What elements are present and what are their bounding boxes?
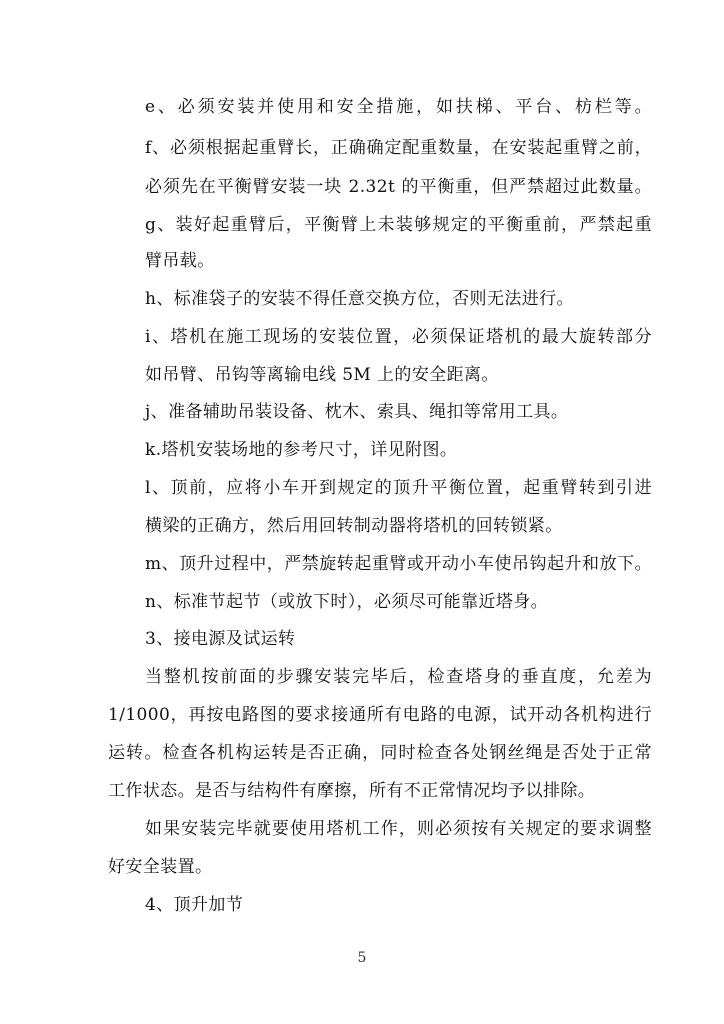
text-line-m: m、顶升过程中，严禁旋转起重臂或开动小车使吊钩起升和放下。: [145, 554, 652, 574]
text-line-f-cont: 必须先在平衡臂安装一块 2.32t 的平衡重，但严禁超过此数量。: [145, 177, 652, 197]
section-heading-4: 4、顶升加节: [145, 895, 244, 915]
text-line-e: e、必须安装并使用和安全措施，如扶梯、平台、枋栏等。: [145, 97, 652, 117]
text-line-l-cont: 横梁的正确方，然后用回转制动器将塔机的回转锁紧。: [145, 516, 563, 536]
text-line-k: k.塔机安装场地的参考尺寸，详见附图。: [145, 440, 458, 460]
text-line-i-cont: 如吊臂、吊钩等离输电线 5M 上的安全距离。: [145, 365, 499, 385]
text-line-g-cont: 臂吊载。: [145, 251, 215, 271]
text-line-g: g、装好起重臂后，平衡臂上未装够规定的平衡重前，严禁起重: [145, 215, 652, 235]
text-line-f: f、必须根据起重臂长，正确确定配重数量，在安装起重臂之前，: [145, 138, 652, 158]
paragraph-line-3: 运转。检查各机构运转是否正确，同时检查各处钢丝绳是否处于正常: [108, 743, 652, 763]
section-heading-3: 3、接电源及试运转: [145, 629, 296, 649]
paragraph-line-4: 工作状态。是否与结构件有摩擦，所有不正常情况均予以排除。: [108, 781, 596, 801]
text-line-n: n、标准节起节（或放下时），必须尽可能靠近塔身。: [145, 592, 549, 612]
paragraph-line-1: 当整机按前面的步骤安装完毕后，检查塔身的垂直度，允差为: [145, 667, 652, 687]
paragraph2-line-1: 如果安装完毕就要使用塔机工作，则必须按有关规定的要求调整: [145, 819, 652, 839]
text-line-i: i、塔机在施工现场的安装位置，必须保证塔机的最大旋转部分: [145, 327, 652, 347]
paragraph-line-2: 1/1000，再按电路图的要求接通所有电路的电源，试开动各机构进行: [108, 705, 652, 725]
paragraph2-line-2: 好安全装置。: [108, 857, 213, 877]
text-line-l: l、顶前，应将小车开到规定的顶升平衡位置，起重臂转到引进: [145, 478, 652, 498]
text-line-j: j、准备辅助吊装设备、枕木、索具、绳扣等常用工具。: [145, 402, 569, 422]
text-line-h: h、标准袋子的安装不得任意交换方位，否则无法进行。: [145, 289, 574, 309]
page-number: 5: [357, 950, 367, 966]
